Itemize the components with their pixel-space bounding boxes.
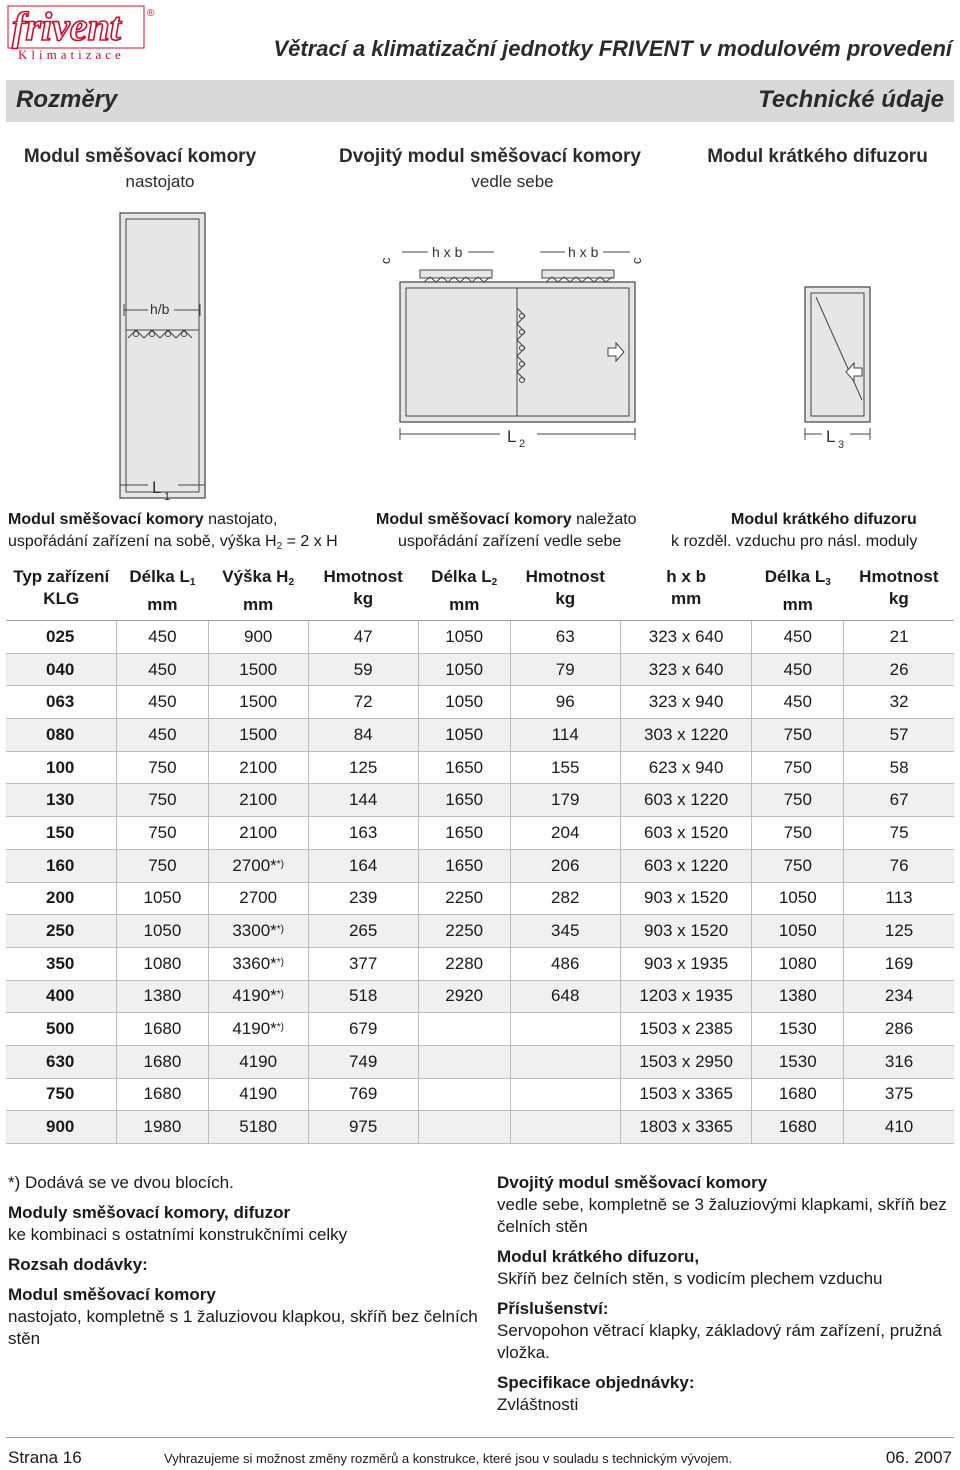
table-cell: 1680 — [117, 1045, 209, 1078]
table-cell: 1050 — [117, 915, 209, 948]
svg-text:®: ® — [147, 8, 155, 19]
dimension-drawings — [0, 200, 960, 510]
note-block: Modul směšovací komory nastojato, kompletně s 1 žaluziovou klapkou, skříň bez čelních stěn — [8, 1285, 478, 1348]
table-cell: 3360**) — [208, 947, 308, 980]
table-cell: 1680 — [117, 1078, 209, 1111]
table-cell: 450 — [117, 686, 209, 719]
table-cell: 1050 — [117, 882, 209, 915]
table-cell: 47 — [308, 621, 418, 654]
note-block: *) Dodává se ve dvou blocích. — [8, 1173, 234, 1192]
table-row — [6, 686, 954, 719]
table-cell: 410 — [844, 1111, 954, 1144]
table-row — [6, 947, 954, 980]
table-cell: 1803 x 3365 — [620, 1111, 751, 1144]
table-header-cell: h x b mm — [620, 562, 751, 621]
table-cell: 1080 — [752, 947, 844, 980]
table-cell: 1380 — [752, 980, 844, 1013]
table-cell: 1650 — [418, 784, 510, 817]
note-block: Rozsah dodávky: — [8, 1255, 148, 1274]
table-cell: 2100 — [208, 817, 308, 850]
table-cell: 1080 — [117, 947, 209, 980]
caption-2-line2: uspořádání zařízení vedle sebe — [398, 533, 622, 550]
table-cell: 1050 — [418, 653, 510, 686]
table-cell: 1500 — [208, 653, 308, 686]
document-title: Větrací a klimatizační jednotky FRIVENT v modulovém provedení — [273, 36, 952, 61]
type-cell: 750 — [6, 1078, 117, 1111]
table-cell: 316 — [844, 1045, 954, 1078]
table-cell: 265 — [308, 915, 418, 948]
type-cell: 025 — [6, 621, 117, 654]
table-cell: 26 — [844, 653, 954, 686]
notes-left — [8, 1172, 478, 1358]
table-cell: 1680 — [117, 1013, 209, 1046]
table-cell: 750 — [752, 751, 844, 784]
table-cell: 4190 — [208, 1078, 308, 1111]
drawing-double-chamber — [378, 244, 644, 450]
table-cell: 2100 — [208, 784, 308, 817]
table-cell: 603 x 1220 — [620, 784, 751, 817]
table-cell: 2700**) — [208, 849, 308, 882]
svg-text:c: c — [378, 257, 393, 264]
svg-text:c: c — [629, 257, 644, 264]
table-header-cell: Hmotnost kg — [510, 562, 620, 621]
table-cell: 79 — [510, 653, 620, 686]
table-cell: 58 — [844, 751, 954, 784]
type-cell: 080 — [6, 719, 117, 752]
table-cell: 679 — [308, 1013, 418, 1046]
table-row — [6, 980, 954, 1013]
svg-text:1: 1 — [164, 491, 171, 503]
table-row — [6, 1111, 954, 1144]
type-cell: 630 — [6, 1045, 117, 1078]
table-cell: 518 — [308, 980, 418, 1013]
table-cell: 450 — [752, 653, 844, 686]
table-cell: 903 x 1520 — [620, 882, 751, 915]
table-cell: 4190**) — [208, 980, 308, 1013]
table-cell — [418, 1045, 510, 1078]
table-cell: 63 — [510, 621, 620, 654]
table-cell: 125 — [308, 751, 418, 784]
table-cell — [418, 1111, 510, 1144]
table-cell: 282 — [510, 882, 620, 915]
table-cell: 75 — [844, 817, 954, 850]
footer-divider — [6, 1437, 954, 1438]
table-cell: 450 — [752, 621, 844, 654]
note-block: Příslušenství: Servopohon větrací klapky, základový rám zařízení, pružná vložka. — [497, 1299, 942, 1362]
table-header-cell: Typ zařízení KLG — [6, 562, 117, 621]
note-block: Specifikace objednávky: Zvláštnosti — [497, 1373, 695, 1414]
table-cell: 179 — [510, 784, 620, 817]
table-cell: 67 — [844, 784, 954, 817]
table-cell — [510, 1013, 620, 1046]
table-cell: 1650 — [418, 849, 510, 882]
drawing-standing-chamber — [120, 213, 205, 498]
table-row — [6, 719, 954, 752]
caption-1-line2: uspořádání zařízení na sobě, výška $H_2 = 2$ x H — [8, 533, 338, 552]
note-block: Dvojitý modul směšovací komory vedle sebe, kompletně se 3 žaluziovými klapkami, skříň bez čelních stěn — [497, 1173, 947, 1236]
type-cell: 500 — [6, 1013, 117, 1046]
footer-disclaimer: Vyhrazujeme si možnost změny rozměrů a konstrukce, které jsou v souladu s technickým vývojem. — [164, 1451, 733, 1466]
table-cell: 1503 x 2950 — [620, 1045, 751, 1078]
table-cell: 903 x 1520 — [620, 915, 751, 948]
table-cell: 1050 — [752, 915, 844, 948]
table-cell: 975 — [308, 1111, 418, 1144]
table-cell: 169 — [844, 947, 954, 980]
specification-table — [6, 562, 954, 1144]
table-cell: 750 — [117, 817, 209, 850]
table-cell: 32 — [844, 686, 954, 719]
table-cell: 450 — [117, 621, 209, 654]
table-header-cell: Hmotnost kg — [844, 562, 954, 621]
table-cell: 900 — [208, 621, 308, 654]
caption-2-line1: Modul směšovací komory naležato — [376, 511, 637, 528]
svg-text:L: L — [152, 478, 162, 497]
table-cell: 2280 — [418, 947, 510, 980]
note-block: Moduly směšovací komory, difuzor ke kombinaci s ostatními konstrukčními celky — [8, 1203, 348, 1244]
type-cell: 200 — [6, 882, 117, 915]
type-cell: 130 — [6, 784, 117, 817]
caption-3-line2: k rozděl. vzduchu pro násl. moduly — [671, 533, 918, 550]
page-number: Strana 16 — [8, 1448, 82, 1467]
column-subheading-1: nastojato — [125, 172, 195, 191]
table-cell — [510, 1111, 620, 1144]
table-row — [6, 882, 954, 915]
drawing-short-diffuser — [805, 287, 870, 451]
table-cell: 3300**) — [208, 915, 308, 948]
table-row — [6, 1078, 954, 1111]
type-cell: 160 — [6, 849, 117, 882]
table-row — [6, 915, 954, 948]
brand-name: frivent — [12, 4, 121, 49]
table-header-cell: Výška $H_2$ mm — [208, 562, 308, 621]
section-title-right: Technické údaje — [758, 86, 944, 113]
table-cell: 2920 — [418, 980, 510, 1013]
table-cell: 749 — [308, 1045, 418, 1078]
table-cell: 450 — [117, 653, 209, 686]
svg-text:3: 3 — [838, 439, 845, 451]
svg-text:h x b: h x b — [432, 244, 463, 260]
table-cell: 2100 — [208, 751, 308, 784]
table-cell: 76 — [844, 849, 954, 882]
table-cell: 750 — [117, 784, 209, 817]
table-cell: 1980 — [117, 1111, 209, 1144]
table-header-row — [6, 562, 954, 621]
table-cell: 164 — [308, 849, 418, 882]
table-cell: 375 — [844, 1078, 954, 1111]
table-cell: 239 — [308, 882, 418, 915]
table-cell: 59 — [308, 653, 418, 686]
notes-right — [497, 1172, 957, 1424]
table-row — [6, 621, 954, 654]
table-cell: 1050 — [418, 719, 510, 752]
table-cell: 21 — [844, 621, 954, 654]
table-cell: 1503 x 2385 — [620, 1013, 751, 1046]
frivent-logo — [6, 4, 156, 62]
table-header-cell: Délka $L_2$ mm — [418, 562, 510, 621]
table-cell: 1050 — [418, 621, 510, 654]
table-cell: 4190**) — [208, 1013, 308, 1046]
note-block: Modul krátkého difuzoru, Skříň bez čelních stěn, s vodicím plechem vzduchu — [497, 1247, 883, 1288]
table-row — [6, 751, 954, 784]
table-cell: 57 — [844, 719, 954, 752]
brand-sub: Klimatizace — [18, 47, 125, 62]
table-cell: 603 x 1520 — [620, 817, 751, 850]
table-cell: 345 — [510, 915, 620, 948]
table-cell — [418, 1078, 510, 1111]
table-cell: 206 — [510, 849, 620, 882]
table-cell: 113 — [844, 882, 954, 915]
table-row — [6, 653, 954, 686]
table-cell: 750 — [752, 719, 844, 752]
table-cell: 323 x 640 — [620, 653, 751, 686]
table-cell: 72 — [308, 686, 418, 719]
table-cell: 750 — [752, 849, 844, 882]
table-cell: 2250 — [418, 882, 510, 915]
table-cell: 204 — [510, 817, 620, 850]
table-cell: 155 — [510, 751, 620, 784]
table-cell: 648 — [510, 980, 620, 1013]
type-cell: 063 — [6, 686, 117, 719]
type-cell: 150 — [6, 817, 117, 850]
table-cell: 144 — [308, 784, 418, 817]
table-cell: 5180 — [208, 1111, 308, 1144]
caption-1-line1: Modul směšovací komory nastojato, — [8, 511, 278, 528]
table-header-cell: Délka $L_1$ mm — [117, 562, 209, 621]
table-cell: 1650 — [418, 817, 510, 850]
table-cell: 1203 x 1935 — [620, 980, 751, 1013]
table-cell: 114 — [510, 719, 620, 752]
table-cell: 323 x 640 — [620, 621, 751, 654]
column-heading-3: Modul krátkého difuzoru — [707, 146, 928, 167]
table-cell: 486 — [510, 947, 620, 980]
table-cell: 450 — [752, 686, 844, 719]
table-row — [6, 849, 954, 882]
table-cell: 323 x 940 — [620, 686, 751, 719]
column-subheading-2: vedle sebe — [471, 172, 554, 191]
svg-text:L: L — [507, 427, 517, 446]
table-cell: 1530 — [752, 1045, 844, 1078]
type-cell: 400 — [6, 980, 117, 1013]
table-cell: 450 — [117, 719, 209, 752]
table-cell: 750 — [117, 751, 209, 784]
table-cell: 2700 — [208, 882, 308, 915]
table-cell — [418, 1013, 510, 1046]
type-cell: 900 — [6, 1111, 117, 1144]
caption-3-line1: Modul krátkého difuzoru — [731, 511, 917, 528]
table-cell: 1500 — [208, 719, 308, 752]
table-cell: 1680 — [752, 1111, 844, 1144]
table-row — [6, 784, 954, 817]
column-heading-1: Modul směšovací komory — [23, 146, 257, 167]
table-row — [6, 817, 954, 850]
table-cell: 769 — [308, 1078, 418, 1111]
table-cell: 234 — [844, 980, 954, 1013]
table-cell: 125 — [844, 915, 954, 948]
table-cell: 903 x 1935 — [620, 947, 751, 980]
table-cell: 4190 — [208, 1045, 308, 1078]
type-cell: 100 — [6, 751, 117, 784]
svg-text:h/b: h/b — [150, 301, 170, 317]
table-cell: 1380 — [117, 980, 209, 1013]
table-cell: 603 x 1220 — [620, 849, 751, 882]
type-cell: 040 — [6, 653, 117, 686]
column-heading-2: Dvojitý modul směšovací komory — [339, 146, 641, 167]
table-cell: 1503 x 3365 — [620, 1078, 751, 1111]
table-cell: 750 — [752, 784, 844, 817]
table-cell: 377 — [308, 947, 418, 980]
table-cell: 96 — [510, 686, 620, 719]
type-cell: 250 — [6, 915, 117, 948]
svg-text:L: L — [826, 427, 836, 446]
table-cell — [510, 1045, 620, 1078]
table-cell: 163 — [308, 817, 418, 850]
svg-text:2: 2 — [519, 438, 526, 450]
table-cell: 1050 — [418, 686, 510, 719]
table-cell: 1050 — [752, 882, 844, 915]
section-title-left: Rozměry — [16, 86, 118, 113]
table-cell: 750 — [117, 849, 209, 882]
table-row — [6, 1013, 954, 1046]
svg-text:h x b: h x b — [568, 244, 599, 260]
table-cell: 1530 — [752, 1013, 844, 1046]
table-cell: 1680 — [752, 1078, 844, 1111]
table-cell: 2250 — [418, 915, 510, 948]
table-header-cell: Délka $L_3$ mm — [752, 562, 844, 621]
footer-date: 06. 2007 — [885, 1448, 952, 1467]
table-cell: 623 x 940 — [620, 751, 751, 784]
table-cell: 303 x 1220 — [620, 719, 751, 752]
table-cell: 750 — [752, 817, 844, 850]
table-cell: 286 — [844, 1013, 954, 1046]
type-cell: 350 — [6, 947, 117, 980]
table-header-cell: Hmotnost kg — [308, 562, 418, 621]
table-cell: 84 — [308, 719, 418, 752]
table-cell: 1650 — [418, 751, 510, 784]
table-row — [6, 1045, 954, 1078]
table-cell — [510, 1078, 620, 1111]
table-cell: 1500 — [208, 686, 308, 719]
